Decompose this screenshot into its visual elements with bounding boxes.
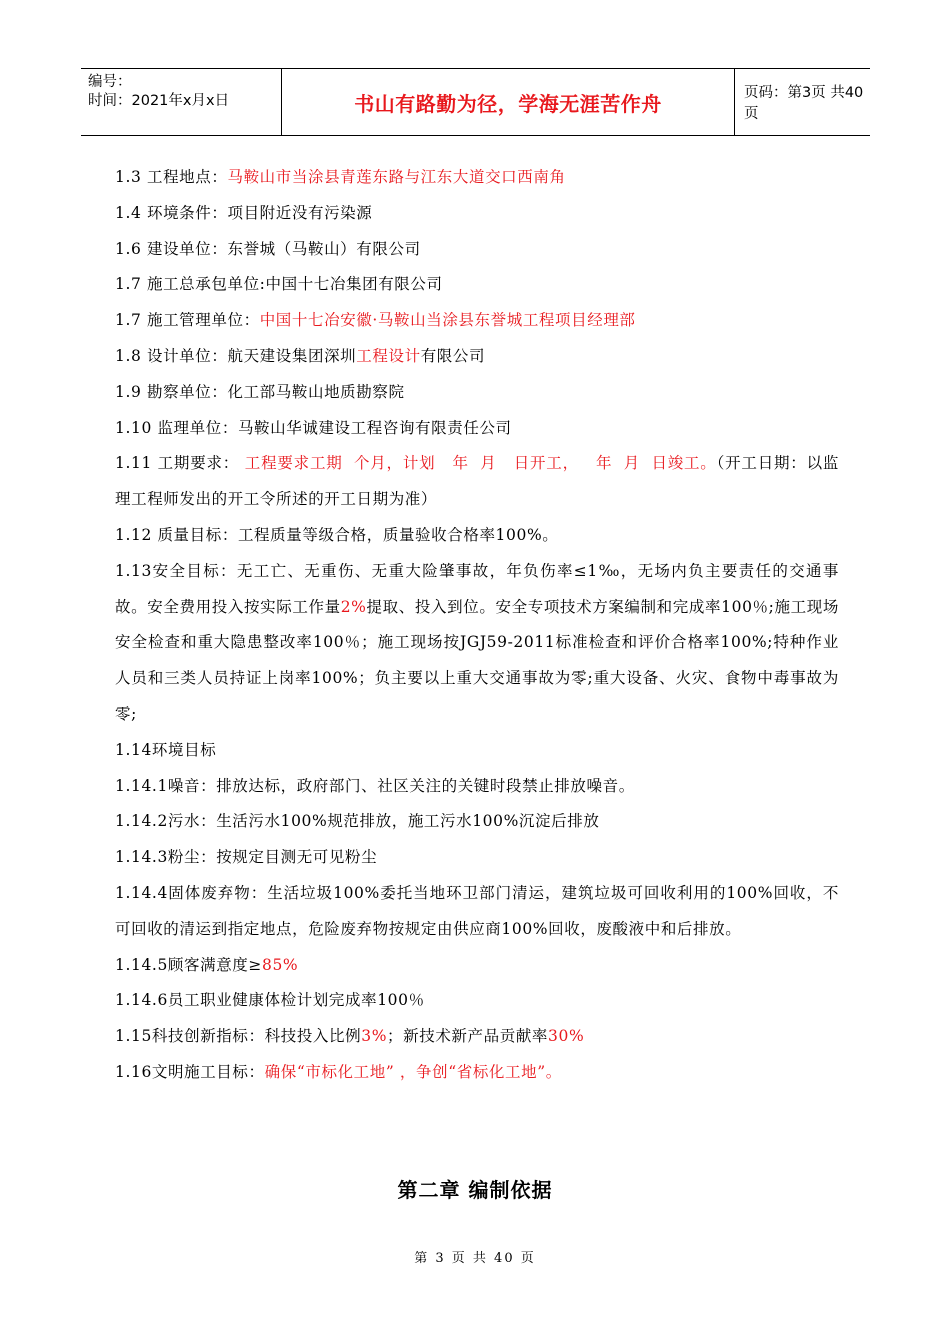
document-date-label: 时间：2021年x月x日 — [88, 93, 230, 109]
document-body — [115, 160, 839, 1091]
paragraph-1-11: 1.11 工期要求： 工程要求工期 个月，计划 年 月 日开工， 年 月 日竣工。（开工日期：以监理工程师发出的开工令所述的开工日期为准） — [115, 454, 839, 509]
paragraph-1-3: 1.3 工程地点：马鞍山市当涂县青莲东路与江东大道交口西南角 — [115, 168, 566, 186]
paragraph-1-14-4: 1.14.4固体废弃物：生活垃圾100%委托当地环卫部门清运，建筑垃圾可回收利用的100%回收，不可回收的清运到指定地点，危险废弃物按规定由供应商100%回收，废酸液中和后排放。 — [115, 883, 839, 938]
page-header — [81, 68, 870, 136]
paragraph-1-13: 1.13安全目标：无工亡、无重伤、无重大险肇事故，年负伤率≤1‰，无场内负主要责任的交通事故。安全费用投入按实际工作量2%提取、投入到位。安全专项技术方案编制和完成率100％;施工现场安全检查和重大隐患整改率100％；施工现场按JGJ59-2011标准检查和评价合格率100%;特种作业人员和三类人员持证上岗率100%；负主要以上重大交通事故为零;重大设备、火灾、食物中毒事故为零; — [115, 561, 839, 723]
paragraph-1-14-6: 1.14.6员工职业健康体检计划完成率100％ — [115, 991, 425, 1010]
header-meta — [81, 69, 282, 135]
paragraph-1-7-management: 1.7 施工管理单位：中国十七冶安徽·马鞍山当涂县东誉城工程项目经理部 — [115, 311, 636, 330]
paragraph-1-14-3: 1.14.3粉尘：按规定目测无可见粉尘 — [115, 848, 378, 867]
paragraph-1-14-2: 1.14.2污水：生活污水100%规范排放，施工污水100%沉淀后排放 — [115, 812, 600, 831]
paragraph-1-14: 1.14环境目标 — [115, 740, 217, 759]
document-number-label: 编号： — [88, 74, 132, 90]
paragraph-1-4: 1.4 环境条件：项目附近没有污染源 — [115, 203, 373, 222]
paragraph-1-14-5: 1.14.5顾客满意度≥85% — [115, 955, 299, 974]
paragraph-1-16: 1.16文明施工目标：确保“市标化工地” ，争创“省标化工地”。 — [115, 1062, 562, 1081]
paragraph-1-12: 1.12 质量目标：工程质量等级合格，质量验收合格率100%。 — [115, 525, 559, 544]
paragraph-1-7-contractor: 1.7 施工总承包单位:中国十七冶集团有限公司 — [115, 275, 443, 294]
page-footer: 第 3 页 共 40 页 — [414, 1251, 536, 1266]
header-motto: 书山有路勤为径，学海无涯苦作舟 — [282, 69, 735, 135]
paragraph-1-9: 1.9 勘察单位：化工部马鞍山地质勘察院 — [115, 382, 405, 401]
paragraph-1-10: 1.10 监理单位：马鞍山华诚建设工程咨询有限责任公司 — [115, 418, 512, 437]
paragraph-1-8: 1.8 设计单位：航天建设集团深圳工程设计有限公司 — [115, 346, 486, 365]
paragraph-1-15: 1.15科技创新指标：科技投入比例3%；新技术新产品贡献率30% — [115, 1027, 585, 1046]
chapter-heading: 第二章 编制依据 — [397, 1178, 553, 1202]
paragraph-1-6: 1.6 建设单位：东誉城（马鞍山）有限公司 — [115, 239, 421, 258]
header-page-number: 页码：第3页 共40页 — [744, 85, 864, 122]
paragraph-1-14-1: 1.14.1噪音：排放达标，政府部门、社区关注的关键时段禁止排放噪音。 — [115, 776, 635, 795]
